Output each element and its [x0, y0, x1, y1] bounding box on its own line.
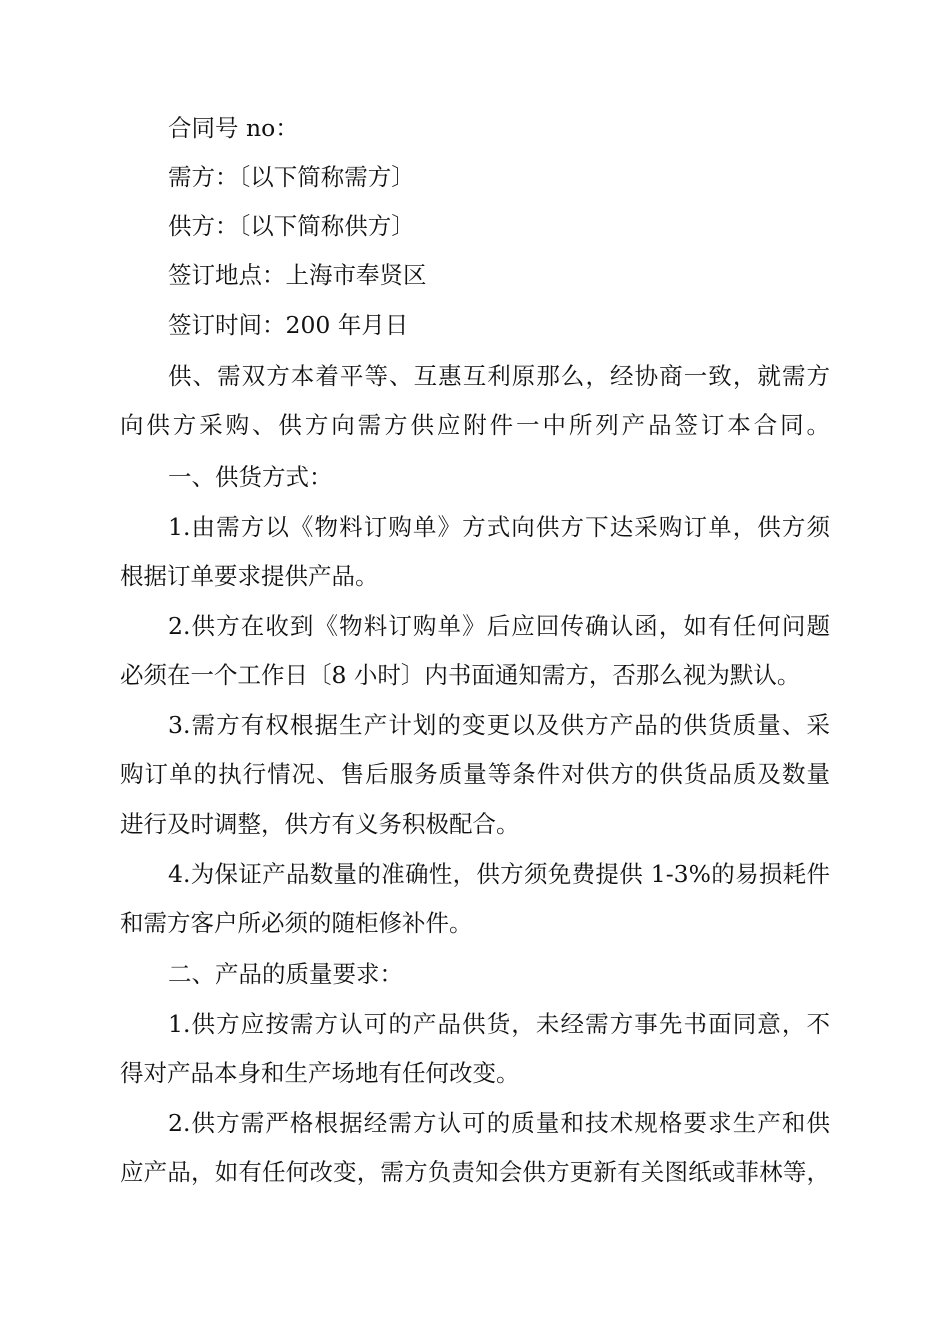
- clause-1-3-line-2: 购订单的执行情况、售后服务质量等条件对供方的供货品质及数量: [120, 760, 830, 788]
- supplier-line: 供方：〔以下简称供方〕: [168, 212, 415, 240]
- clause-1-4-line-1: 4.为保证产品数量的准确性，供方须免费提供 1-3%的易损耗件: [168, 860, 830, 888]
- clause-2-1-line-2: 得对产品本身和生产场地有任何改变。: [120, 1059, 520, 1087]
- signing-place: 签订地点：上海市奉贤区: [168, 261, 427, 289]
- clause-1-1-line-2: 根据订单要求提供产品。: [120, 562, 379, 590]
- clause-1-3-line-1: 3.需方有权根据生产计划的变更以及供方产品的供货质量、采: [168, 711, 830, 739]
- intro-line-2: 向供方采购、供方向需方供应附件一中所列产品签订本合同。: [120, 411, 830, 439]
- clause-2-1-line-1: 1.供方应按需方认可的产品供货，未经需方事先书面同意，不: [168, 1010, 830, 1038]
- section-2-title: 二、产品的质量要求：: [168, 960, 403, 988]
- clause-1-4-line-2: 和需方客户所必须的随柜修补件。: [120, 909, 473, 937]
- section-1-title: 一、供货方式：: [168, 463, 333, 491]
- clause-1-2-line-2: 必须在一个工作日〔8 小时〕内书面通知需方，否那么视为默认。: [120, 661, 801, 689]
- clause-1-3-line-3: 进行及时调整，供方有义务积极配合。: [120, 810, 520, 838]
- clause-1-1-line-1: 1.由需方以《物料订购单》方式向供方下达采购订单，供方须: [168, 513, 830, 541]
- buyer-line: 需方：〔以下简称需方〕: [168, 163, 415, 191]
- intro-line-1: 供、需双方本着平等、互惠互利原那么，经协商一致，就需方: [168, 362, 830, 390]
- contract-number: 合同号 no：: [168, 114, 299, 142]
- clause-2-2-line-2: 应产品，如有任何改变，需方负责知会供方更新有关图纸或菲林等，: [120, 1158, 830, 1186]
- signing-time: 签订时间：200 年月日: [168, 311, 409, 339]
- clause-1-2-line-1: 2.供方在收到《物料订购单》后应回传确认函，如有任何问题: [168, 612, 830, 640]
- clause-2-2-line-1: 2.供方需严格根据经需方认可的质量和技术规格要求生产和供: [168, 1109, 830, 1137]
